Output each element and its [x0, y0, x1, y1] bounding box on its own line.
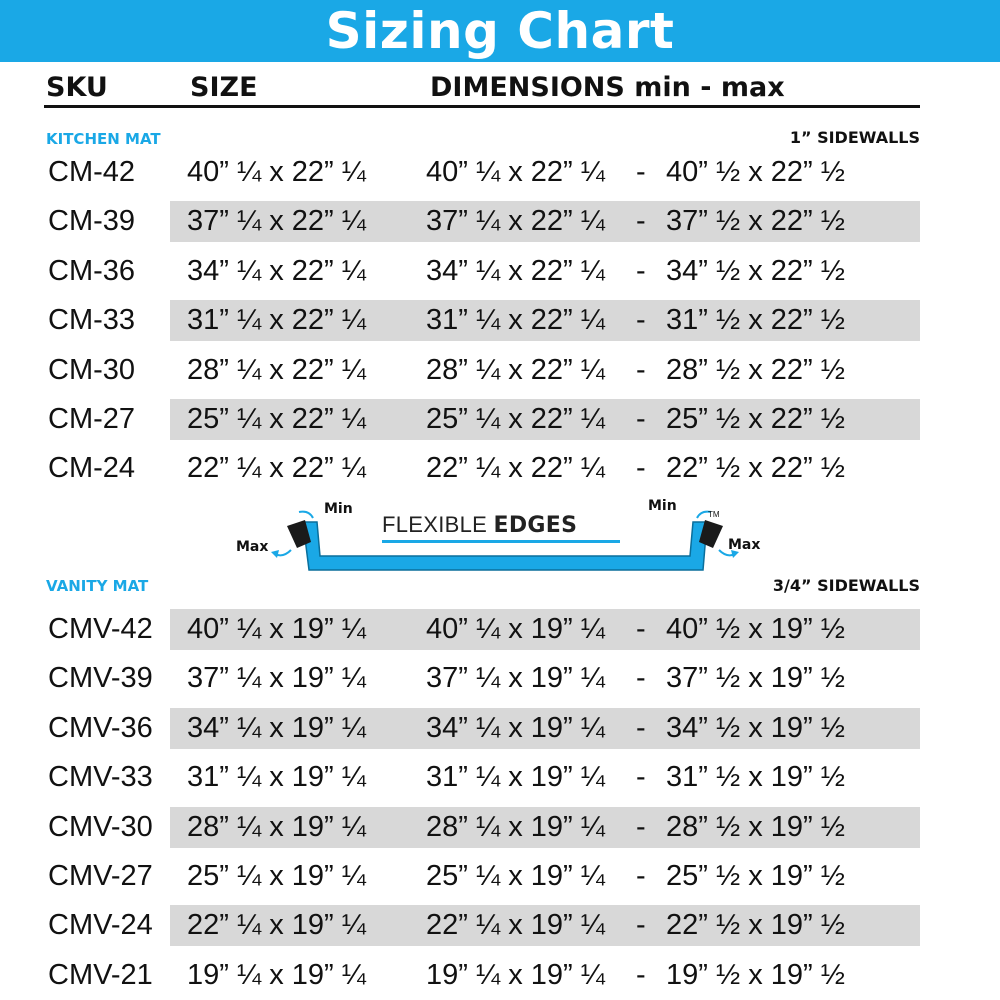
- header-divider: [44, 105, 920, 108]
- size-cell: 22” ¼ x 19” ¼: [187, 909, 366, 942]
- size-cell: 31” ¼ x 22” ¼: [187, 304, 366, 337]
- min-dimension-cell: 31” ¼ x 19” ¼: [426, 761, 605, 794]
- sku-cell: CM-42: [48, 156, 136, 188]
- sku-cell: CMV-21: [48, 958, 153, 991]
- title-banner: [0, 0, 1000, 62]
- sku-cell: CMV-33: [48, 761, 153, 794]
- min-dimension-cell: 37” ¼ x 22” ¼: [426, 205, 605, 238]
- vanity-sidewalls-label: 3/4” SIDEWALLS: [772, 576, 920, 595]
- range-dash: -: [636, 860, 646, 892]
- flexible-edges-title-bold: EDGES: [493, 513, 578, 538]
- header-dimensions: DIMENSIONS min - max: [430, 72, 785, 103]
- vanity-mat-label: VANITY MAT: [46, 577, 149, 595]
- max-dimension-cell: 25” ½ x 19” ½: [666, 860, 845, 892]
- table-row: [0, 298, 1000, 342]
- range-dash: -: [636, 662, 646, 695]
- table-row: [0, 249, 1000, 293]
- size-cell: 22” ¼ x 22” ¼: [187, 452, 366, 485]
- size-cell: 37” ¼ x 19” ¼: [187, 662, 366, 695]
- table-row: [0, 348, 1000, 392]
- table-row: [0, 607, 1000, 651]
- range-dash: -: [636, 403, 646, 435]
- range-dash: -: [636, 958, 646, 991]
- left-max-label: Max: [236, 539, 269, 555]
- right-max-label: Max: [728, 537, 761, 553]
- size-cell: 25” ¼ x 19” ¼: [187, 860, 366, 892]
- sku-cell: CMV-24: [48, 909, 153, 942]
- table-row: [0, 150, 1000, 194]
- right-min-label: Min: [648, 498, 677, 514]
- size-cell: 31” ¼ x 19” ¼: [187, 761, 366, 794]
- max-dimension-cell: 25” ½ x 22” ½: [666, 403, 845, 435]
- max-dimension-cell: 19” ½ x 19” ½: [666, 958, 845, 991]
- left-min-label: Min: [324, 501, 353, 517]
- sku-cell: CM-24: [48, 452, 136, 485]
- range-dash: -: [636, 205, 646, 238]
- min-dimension-cell: 28” ¼ x 19” ¼: [426, 810, 605, 843]
- range-dash: -: [636, 452, 646, 485]
- table-row: [0, 903, 1000, 947]
- max-dimension-cell: 40” ½ x 22” ½: [666, 156, 845, 188]
- min-dimension-cell: 37” ¼ x 19” ¼: [426, 662, 605, 695]
- max-dimension-cell: 31” ½ x 19” ½: [666, 761, 845, 794]
- min-dimension-cell: 34” ¼ x 19” ¼: [426, 711, 605, 744]
- sku-cell: CMV-30: [48, 810, 153, 843]
- size-cell: 40” ¼ x 22” ¼: [187, 156, 366, 188]
- max-dimension-cell: 22” ½ x 22” ½: [666, 452, 845, 485]
- max-dimension-cell: 28” ½ x 19” ½: [666, 810, 845, 843]
- min-dimension-cell: 25” ¼ x 22” ¼: [426, 403, 605, 435]
- size-cell: 28” ¼ x 22” ¼: [187, 353, 366, 386]
- table-row: [0, 953, 1000, 997]
- min-dimension-cell: 40” ¼ x 19” ¼: [426, 613, 605, 645]
- header-size: SIZE: [190, 72, 258, 103]
- table-row: [0, 706, 1000, 750]
- flexible-edges-underline: [382, 540, 620, 543]
- sku-cell: CM-33: [48, 304, 136, 337]
- max-dimension-cell: 31” ½ x 22” ½: [666, 304, 845, 337]
- max-dimension-cell: 22” ½ x 19” ½: [666, 909, 845, 942]
- kitchen-mat-label: KITCHEN MAT: [46, 130, 161, 148]
- min-dimension-cell: 31” ¼ x 22” ¼: [426, 304, 605, 337]
- flexible-edges-title: [382, 512, 577, 538]
- range-dash: -: [636, 761, 646, 794]
- table-row: [0, 199, 1000, 243]
- sku-cell: CM-39: [48, 205, 136, 238]
- range-dash: -: [636, 711, 646, 744]
- table-row: [0, 656, 1000, 700]
- table-row: [0, 755, 1000, 799]
- size-cell: 34” ¼ x 19” ¼: [187, 711, 366, 744]
- left-min-arrow: [299, 512, 313, 518]
- max-dimension-cell: 28” ½ x 22” ½: [666, 353, 845, 386]
- size-cell: 40” ¼ x 19” ¼: [187, 613, 366, 645]
- max-dimension-cell: 34” ½ x 22” ½: [666, 254, 845, 287]
- min-dimension-cell: 40” ¼ x 22” ¼: [426, 156, 605, 188]
- table-row: [0, 854, 1000, 898]
- min-dimension-cell: 19” ¼ x 19” ¼: [426, 958, 605, 991]
- page-title: Sizing Chart: [325, 2, 675, 60]
- range-dash: -: [636, 810, 646, 843]
- size-cell: 28” ¼ x 19” ¼: [187, 810, 366, 843]
- sku-cell: CMV-39: [48, 662, 153, 695]
- table-row: [0, 446, 1000, 490]
- max-dimension-cell: 37” ½ x 19” ½: [666, 662, 845, 695]
- min-dimension-cell: 28” ¼ x 22” ¼: [426, 353, 605, 386]
- trademark-mark: TM: [708, 510, 720, 519]
- size-cell: 25” ¼ x 22” ¼: [187, 403, 366, 435]
- sku-cell: CM-36: [48, 254, 136, 287]
- sku-cell: CMV-36: [48, 711, 153, 744]
- range-dash: -: [636, 909, 646, 942]
- range-dash: -: [636, 613, 646, 645]
- table-row: [0, 805, 1000, 849]
- size-cell: 34” ¼ x 22” ¼: [187, 254, 366, 287]
- kitchen-sidewalls-label: 1” SIDEWALLS: [789, 128, 920, 147]
- range-dash: -: [636, 304, 646, 337]
- size-cell: 19” ¼ x 19” ¼: [187, 958, 366, 991]
- max-dimension-cell: 34” ½ x 19” ½: [666, 711, 845, 744]
- sku-cell: CMV-42: [48, 613, 153, 645]
- table-row: [0, 397, 1000, 441]
- max-dimension-cell: 40” ½ x 19” ½: [666, 613, 845, 645]
- sku-cell: CM-30: [48, 353, 136, 386]
- range-dash: -: [636, 254, 646, 287]
- max-dimension-cell: 37” ½ x 22” ½: [666, 205, 845, 238]
- min-dimension-cell: 22” ¼ x 22” ¼: [426, 452, 605, 485]
- range-dash: -: [636, 156, 646, 188]
- size-cell: 37” ¼ x 22” ¼: [187, 205, 366, 238]
- sku-cell: CMV-27: [48, 860, 153, 892]
- header-sku: SKU: [46, 72, 108, 103]
- min-dimension-cell: 22” ¼ x 19” ¼: [426, 909, 605, 942]
- sku-cell: CM-27: [48, 403, 136, 435]
- left-max-arrowhead: [271, 550, 279, 558]
- flexible-edges-title-light: FLEXIBLE: [382, 512, 488, 537]
- range-dash: -: [636, 353, 646, 386]
- min-dimension-cell: 34” ¼ x 22” ¼: [426, 254, 605, 287]
- min-dimension-cell: 25” ¼ x 19” ¼: [426, 860, 605, 892]
